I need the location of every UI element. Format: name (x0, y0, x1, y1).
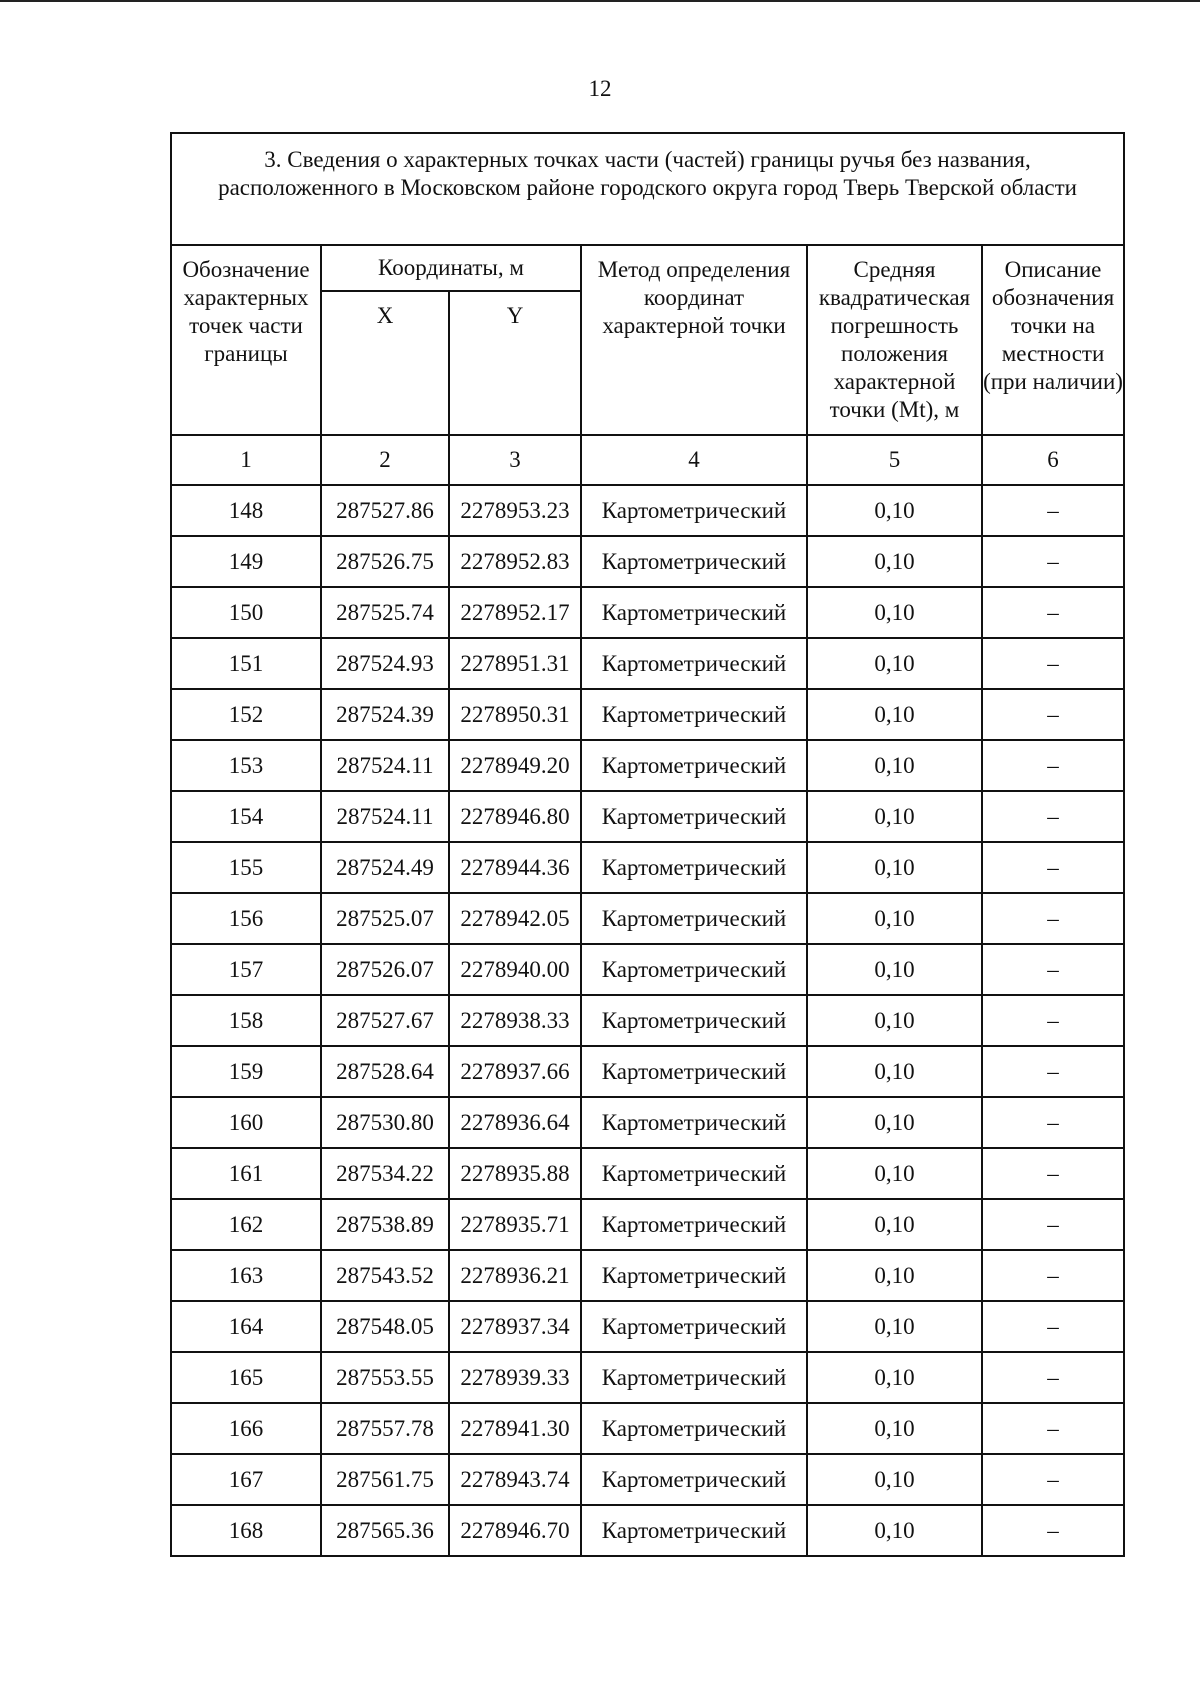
error-cell: 0,10 (807, 995, 982, 1046)
description-cell: – (982, 485, 1124, 536)
error-cell: 0,10 (807, 1505, 982, 1556)
y-cell: 2278953.23 (449, 485, 581, 536)
table-row (171, 485, 1124, 536)
table-row (171, 1301, 1124, 1352)
table-row (171, 944, 1124, 995)
point-cell: 148 (171, 485, 321, 536)
method-cell: Картометрический (581, 893, 807, 944)
error-cell: 0,10 (807, 791, 982, 842)
description-cell: – (982, 1403, 1124, 1454)
page-top-edge (0, 0, 1200, 2)
method-cell: Картометрический (581, 1097, 807, 1148)
point-cell: 166 (171, 1403, 321, 1454)
method-cell: Картометрический (581, 791, 807, 842)
x-cell: 287538.89 (321, 1199, 449, 1250)
table-row (171, 1403, 1124, 1454)
header-point: Обозначение характерных точек части границы (171, 245, 321, 435)
point-cell: 168 (171, 1505, 321, 1556)
y-cell: 2278935.71 (449, 1199, 581, 1250)
y-cell: 2278941.30 (449, 1403, 581, 1454)
error-cell: 0,10 (807, 842, 982, 893)
y-cell: 2278936.64 (449, 1097, 581, 1148)
method-cell: Картометрический (581, 1046, 807, 1097)
x-cell: 287525.74 (321, 587, 449, 638)
description-cell: – (982, 587, 1124, 638)
header-error: Средняя квадратическая погрешность положения характерной точки (Mt), м (807, 245, 982, 435)
column-number: 4 (581, 435, 807, 485)
description-cell: – (982, 1301, 1124, 1352)
y-cell: 2278940.00 (449, 944, 581, 995)
column-numbers-row (171, 435, 1124, 485)
method-cell: Картометрический (581, 638, 807, 689)
method-cell: Картометрический (581, 587, 807, 638)
method-cell: Картометрический (581, 944, 807, 995)
x-cell: 287526.75 (321, 536, 449, 587)
error-cell: 0,10 (807, 1352, 982, 1403)
error-cell: 0,10 (807, 1148, 982, 1199)
table-row (171, 740, 1124, 791)
error-cell: 0,10 (807, 1301, 982, 1352)
point-cell: 162 (171, 1199, 321, 1250)
y-cell: 2278946.70 (449, 1505, 581, 1556)
y-cell: 2278937.66 (449, 1046, 581, 1097)
x-cell: 287525.07 (321, 893, 449, 944)
y-cell: 2278952.17 (449, 587, 581, 638)
method-cell: Картометрический (581, 485, 807, 536)
x-cell: 287527.67 (321, 995, 449, 1046)
point-cell: 151 (171, 638, 321, 689)
y-cell: 2278935.88 (449, 1148, 581, 1199)
point-cell: 154 (171, 791, 321, 842)
description-cell: – (982, 1046, 1124, 1097)
method-cell: Картометрический (581, 1301, 807, 1352)
x-cell: 287561.75 (321, 1454, 449, 1505)
description-cell: – (982, 740, 1124, 791)
column-number: 3 (449, 435, 581, 485)
method-cell: Картометрический (581, 1454, 807, 1505)
point-cell: 163 (171, 1250, 321, 1301)
table-row (171, 1148, 1124, 1199)
error-cell: 0,10 (807, 1046, 982, 1097)
table-row (171, 1352, 1124, 1403)
error-cell: 0,10 (807, 638, 982, 689)
error-cell: 0,10 (807, 1403, 982, 1454)
y-cell: 2278942.05 (449, 893, 581, 944)
description-cell: – (982, 791, 1124, 842)
header-y: Y (449, 291, 581, 435)
method-cell: Картометрический (581, 1199, 807, 1250)
table-row (171, 995, 1124, 1046)
y-cell: 2278946.80 (449, 791, 581, 842)
method-cell: Картометрический (581, 995, 807, 1046)
x-cell: 287557.78 (321, 1403, 449, 1454)
description-cell: – (982, 1454, 1124, 1505)
point-cell: 155 (171, 842, 321, 893)
column-number: 6 (982, 435, 1124, 485)
y-cell: 2278950.31 (449, 689, 581, 740)
error-cell: 0,10 (807, 485, 982, 536)
table-row (171, 1250, 1124, 1301)
error-cell: 0,10 (807, 893, 982, 944)
table-row (171, 587, 1124, 638)
method-cell: Картометрический (581, 1352, 807, 1403)
y-cell: 2278939.33 (449, 1352, 581, 1403)
table-body (171, 485, 1124, 1556)
error-cell: 0,10 (807, 689, 982, 740)
table-row (171, 689, 1124, 740)
x-cell: 287527.86 (321, 485, 449, 536)
method-cell: Картометрический (581, 689, 807, 740)
y-cell: 2278943.74 (449, 1454, 581, 1505)
error-cell: 0,10 (807, 1199, 982, 1250)
y-cell: 2278952.83 (449, 536, 581, 587)
x-cell: 287524.49 (321, 842, 449, 893)
point-cell: 160 (171, 1097, 321, 1148)
point-cell: 164 (171, 1301, 321, 1352)
method-cell: Картометрический (581, 1148, 807, 1199)
table-row (171, 791, 1124, 842)
x-cell: 287543.52 (321, 1250, 449, 1301)
point-cell: 157 (171, 944, 321, 995)
x-cell: 287534.22 (321, 1148, 449, 1199)
table-row (171, 1505, 1124, 1556)
error-cell: 0,10 (807, 944, 982, 995)
error-cell: 0,10 (807, 1250, 982, 1301)
method-cell: Картометрический (581, 842, 807, 893)
x-cell: 287528.64 (321, 1046, 449, 1097)
table-row (171, 1046, 1124, 1097)
header-x: X (321, 291, 449, 435)
description-cell: – (982, 1148, 1124, 1199)
table-row (171, 893, 1124, 944)
x-cell: 287524.11 (321, 740, 449, 791)
table-row (171, 1097, 1124, 1148)
description-cell: – (982, 1505, 1124, 1556)
description-cell: – (982, 638, 1124, 689)
error-cell: 0,10 (807, 536, 982, 587)
description-cell: – (982, 536, 1124, 587)
x-cell: 287524.11 (321, 791, 449, 842)
header-description: Описание обозначения точки на местности (при наличии) (982, 245, 1124, 435)
table-row (171, 1199, 1124, 1250)
y-cell: 2278944.36 (449, 842, 581, 893)
point-cell: 149 (171, 536, 321, 587)
method-cell: Картометрический (581, 1403, 807, 1454)
description-cell: – (982, 944, 1124, 995)
point-cell: 165 (171, 1352, 321, 1403)
error-cell: 0,10 (807, 587, 982, 638)
table-caption: 3. Сведения о характерных точках части (частей) границы ручья без названия, расположенного в Московском районе городского округа город Тверь Тверской области (171, 133, 1124, 245)
x-cell: 287565.36 (321, 1505, 449, 1556)
y-cell: 2278936.21 (449, 1250, 581, 1301)
description-cell: – (982, 995, 1124, 1046)
x-cell: 287524.39 (321, 689, 449, 740)
boundary-points-table (170, 132, 1125, 1557)
x-cell: 287548.05 (321, 1301, 449, 1352)
y-cell: 2278949.20 (449, 740, 581, 791)
table-row (171, 536, 1124, 587)
description-cell: – (982, 689, 1124, 740)
point-cell: 158 (171, 995, 321, 1046)
description-cell: – (982, 842, 1124, 893)
point-cell: 167 (171, 1454, 321, 1505)
x-cell: 287530.80 (321, 1097, 449, 1148)
header-coords: Координаты, м (321, 245, 581, 291)
point-cell: 150 (171, 587, 321, 638)
description-cell: – (982, 893, 1124, 944)
description-cell: – (982, 1199, 1124, 1250)
description-cell: – (982, 1250, 1124, 1301)
table-row (171, 842, 1124, 893)
point-cell: 161 (171, 1148, 321, 1199)
point-cell: 156 (171, 893, 321, 944)
x-cell: 287524.93 (321, 638, 449, 689)
y-cell: 2278951.31 (449, 638, 581, 689)
x-cell: 287553.55 (321, 1352, 449, 1403)
description-cell: – (982, 1097, 1124, 1148)
point-cell: 159 (171, 1046, 321, 1097)
header-method: Метод определения координат характерной точки (581, 245, 807, 435)
table-row (171, 638, 1124, 689)
column-number: 2 (321, 435, 449, 485)
point-cell: 152 (171, 689, 321, 740)
error-cell: 0,10 (807, 1097, 982, 1148)
description-cell: – (982, 1352, 1124, 1403)
y-cell: 2278937.34 (449, 1301, 581, 1352)
method-cell: Картометрический (581, 536, 807, 587)
x-cell: 287526.07 (321, 944, 449, 995)
table-row (171, 1454, 1124, 1505)
method-cell: Картометрический (581, 740, 807, 791)
y-cell: 2278938.33 (449, 995, 581, 1046)
error-cell: 0,10 (807, 1454, 982, 1505)
method-cell: Картометрический (581, 1505, 807, 1556)
error-cell: 0,10 (807, 740, 982, 791)
method-cell: Картометрический (581, 1250, 807, 1301)
column-number: 1 (171, 435, 321, 485)
column-number: 5 (807, 435, 982, 485)
point-cell: 153 (171, 740, 321, 791)
page-number: 12 (588, 76, 612, 101)
